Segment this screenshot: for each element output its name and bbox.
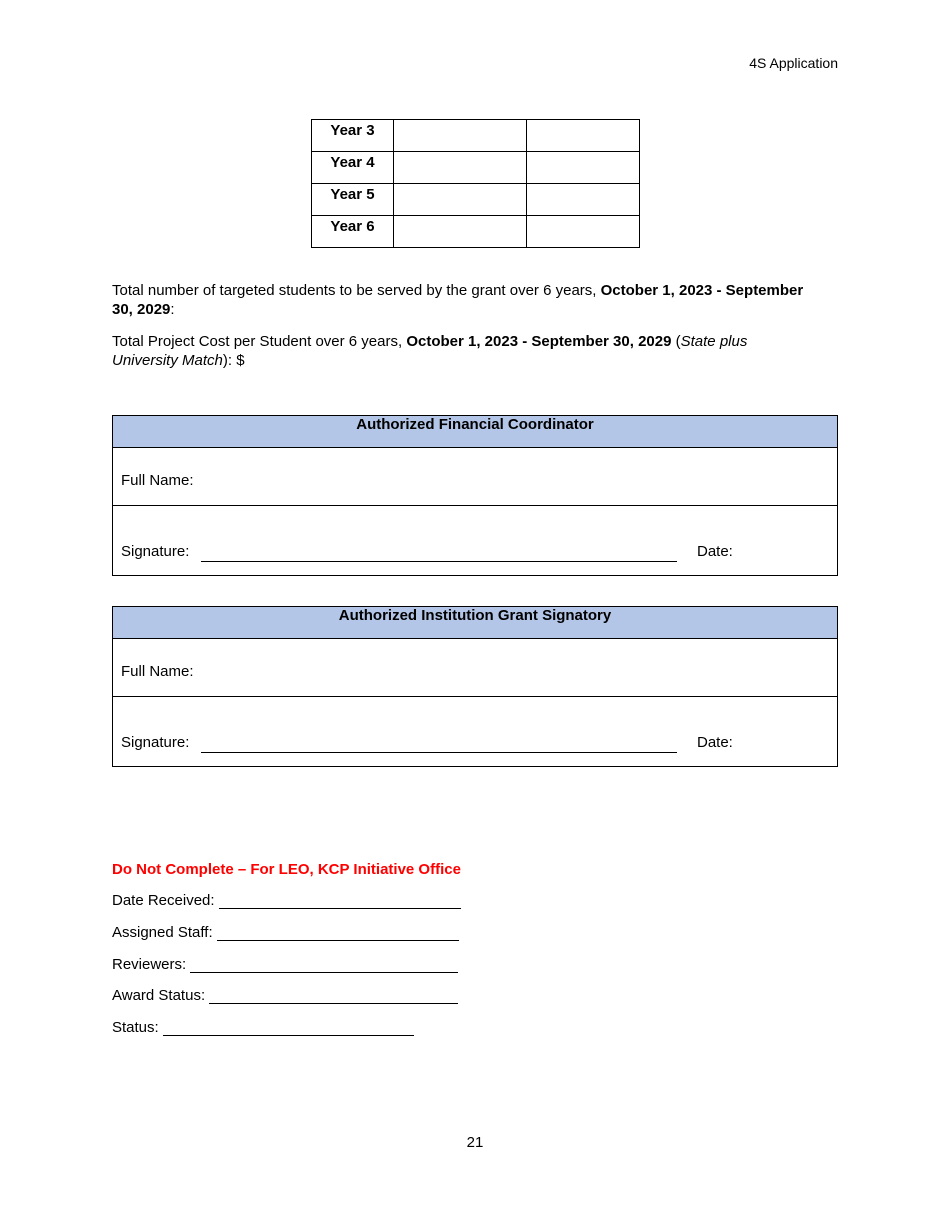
section-heading: Authorized Financial Coordinator (113, 416, 837, 448)
paragraph-text: : (170, 301, 175, 318)
award-status-label: Award Status: (112, 987, 206, 1004)
signature-label: Signature: (121, 734, 190, 751)
targeted-students-paragraph (112, 281, 812, 319)
assigned-staff-line[interactable] (217, 923, 459, 941)
year-label: Year 6 (312, 216, 394, 248)
paragraph-text: Total Project Cost per Student over 6 years, (112, 333, 407, 350)
project-cost-paragraph (112, 332, 812, 370)
table-row (312, 184, 640, 216)
date-received-line[interactable] (219, 891, 461, 909)
assigned-staff-row (112, 923, 459, 943)
signature-label: Signature: (121, 543, 190, 560)
full-name-row[interactable] (113, 639, 837, 697)
date-label: Date: (697, 734, 733, 751)
date-received-label: Date Received: (112, 892, 215, 909)
signature-row (113, 697, 837, 766)
reviewers-line[interactable] (190, 955, 458, 973)
date-received-row (112, 891, 461, 911)
signature-line[interactable] (201, 733, 677, 753)
signature-row (113, 506, 837, 575)
paragraph-text: ( (671, 333, 681, 350)
date-range: October 1, 2023 - September 30, 2029 (112, 282, 804, 318)
section-heading: Authorized Institution Grant Signatory (113, 607, 837, 639)
table-cell[interactable] (394, 120, 527, 152)
full-name-label: Full Name: (121, 663, 194, 680)
table-row (312, 152, 640, 184)
years-table (311, 119, 640, 248)
reviewers-label: Reviewers: (112, 956, 187, 973)
table-cell[interactable] (527, 152, 640, 184)
award-status-row (112, 986, 458, 1006)
office-use-title: Do Not Complete – For LEO, KCP Initiative Office (112, 861, 461, 878)
status-row (112, 1018, 414, 1038)
full-name-row[interactable] (113, 448, 837, 506)
year-label: Year 4 (312, 152, 394, 184)
table-cell[interactable] (527, 216, 640, 248)
table-row (312, 120, 640, 152)
table-cell[interactable] (527, 184, 640, 216)
date-label: Date: (697, 543, 733, 560)
signature-line[interactable] (201, 542, 677, 562)
reviewers-row (112, 955, 458, 975)
document-header-title: 4S Application (749, 55, 838, 71)
year-label: Year 3 (312, 120, 394, 152)
table-cell[interactable] (394, 152, 527, 184)
paragraph-text: Total number of targeted students to be served by the grant over 6 years, (112, 282, 601, 299)
table-row (312, 216, 640, 248)
page-number: 21 (466, 1134, 484, 1151)
paragraph-text: ): $ (222, 352, 245, 369)
table-cell[interactable] (527, 120, 640, 152)
status-label: Status: (112, 1019, 159, 1036)
table-cell[interactable] (394, 184, 527, 216)
year-label: Year 5 (312, 184, 394, 216)
date-range: October 1, 2023 - September 30, 2029 (406, 333, 672, 350)
grant-signatory-box (112, 606, 838, 767)
financial-coordinator-box (112, 415, 838, 576)
match-note: State plus University Match (112, 333, 748, 369)
assigned-staff-label: Assigned Staff: (112, 924, 213, 941)
status-line[interactable] (163, 1018, 414, 1036)
full-name-label: Full Name: (121, 472, 194, 489)
award-status-line[interactable] (209, 986, 458, 1004)
table-cell[interactable] (394, 216, 527, 248)
